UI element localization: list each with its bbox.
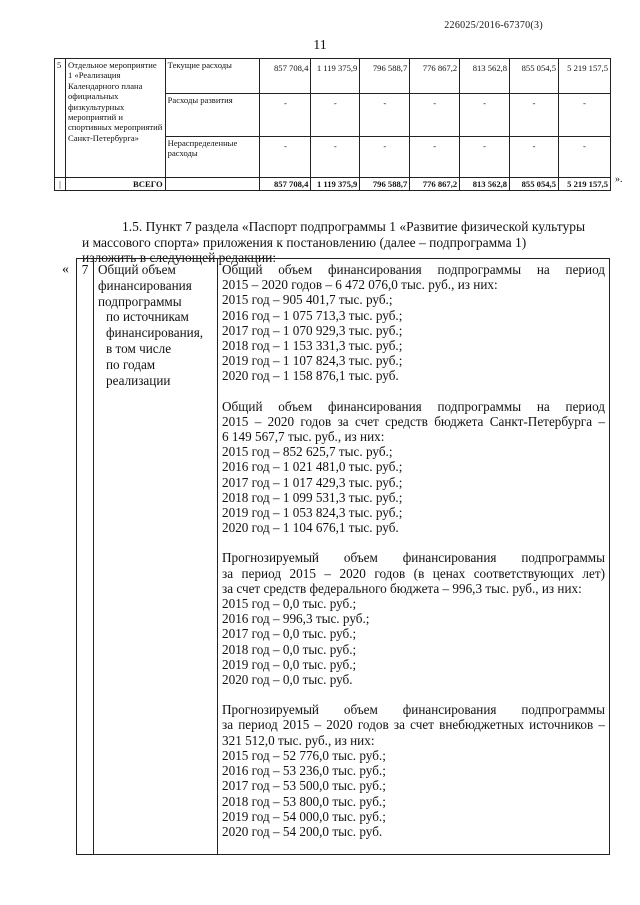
year-amount: 2018 год – 53 800,0 тыс. руб.; <box>222 793 386 809</box>
block-heading-line: 321 512,0 тыс. руб., из них: <box>222 732 375 748</box>
label-line: финансирования <box>98 277 192 293</box>
year-amount: 2016 год – 1 021 481,0 тыс. руб.; <box>222 459 403 475</box>
label-line: финансирования, <box>106 325 204 341</box>
year-amount: 2015 год – 52 776,0 тыс. руб.; <box>222 747 386 763</box>
row-number: 7 <box>77 259 94 855</box>
year-amount: 2016 год – 1 075 713,3 тыс. руб.; <box>222 307 403 323</box>
year-amount: 2020 год – 54 200,0 тыс. руб. <box>222 823 383 839</box>
paragraph-line: 1.5. Пункт 7 раздела «Паспорт подпрограммы 1 «Развитие физической культуры <box>122 219 586 234</box>
closing-mark: ». <box>615 174 623 185</box>
total-empty <box>165 178 260 191</box>
label-line: Общий объем <box>98 262 176 277</box>
block-heading-line: Общий объем финансирования подпрограммы на период <box>222 398 605 414</box>
year-amount: 2018 год – 0,0 тыс. руб.; <box>222 641 357 657</box>
year-amount: 2018 год – 1 153 331,3 тыс. руб.; <box>222 338 403 354</box>
total-value: 776 867,2 <box>410 178 460 191</box>
value-cell: - <box>360 137 410 178</box>
total-label: ВСЕГО <box>65 178 165 191</box>
financing-table <box>76 258 610 855</box>
year-amount: 2019 год – 54 000,0 тыс. руб.; <box>222 808 386 824</box>
year-amount: 2016 год – 996,3 тыс. руб.; <box>222 611 370 627</box>
year-amount: 2020 год – 0,0 тыс. руб. <box>222 672 353 688</box>
expenses-table <box>54 58 611 191</box>
block-heading-line: Общий объем финансирования подпрограммы на период <box>222 262 605 277</box>
expense-type: Расходы развития <box>165 94 260 137</box>
total-indicator: | <box>55 178 66 191</box>
value-cell: 813 562,8 <box>460 59 510 94</box>
total-row <box>55 178 611 191</box>
opening-quote: « <box>62 262 69 277</box>
financing-block <box>222 550 605 687</box>
value-cell: - <box>410 137 460 178</box>
value-cell: 1 119 375,9 <box>311 59 360 94</box>
value-cell: - <box>260 137 311 178</box>
year-amount: 2017 год – 53 500,0 тыс. руб.; <box>222 778 386 794</box>
block-heading-line: 2015 – 2020 годов – 6 472 076,0 тыс. руб., из них: <box>222 277 498 293</box>
value-cell: - <box>260 94 311 137</box>
financing-details <box>218 259 610 855</box>
expense-type: Нераспределенные расходы <box>165 137 260 178</box>
value-cell: 857 708,4 <box>260 59 311 94</box>
year-amount: 2017 год – 0,0 тыс. руб.; <box>222 626 357 642</box>
label-line: по источникам <box>106 309 189 325</box>
value-cell: 5 219 157,5 <box>558 59 610 94</box>
label-line: в том числе <box>106 340 172 356</box>
value-cell: - <box>410 94 460 137</box>
year-amount: 2016 год – 53 236,0 тыс. руб.; <box>222 763 386 779</box>
value-cell: 796 588,7 <box>360 59 410 94</box>
financing-label <box>94 259 218 855</box>
financing-block <box>222 262 605 384</box>
total-value: 1 119 375,9 <box>311 178 360 191</box>
measure-name: Отдельное мероприятие 1 «Реализация Календарного плана официальных физкультурных мероприятий и спортивных мероприятий Санкт-Петербурга» <box>65 59 165 178</box>
block-heading-line: 6 149 567,7 тыс. руб., из них: <box>222 429 385 445</box>
table-row <box>55 59 611 94</box>
year-amount: 2017 год – 1 017 429,3 тыс. руб.; <box>222 474 403 490</box>
year-amount: 2020 год – 1 158 876,1 тыс. руб. <box>222 368 399 384</box>
block-heading-line: Прогнозируемый объем финансирования подпрограммы <box>222 550 605 566</box>
total-value: 5 219 157,5 <box>558 178 610 191</box>
row-number: 5 <box>55 59 66 178</box>
financing-block <box>222 702 605 839</box>
value-cell: - <box>360 94 410 137</box>
document-number: 226025/2016-67370(3) <box>444 20 543 31</box>
year-amount: 2019 год – 1 107 824,3 тыс. руб.; <box>222 353 403 369</box>
expense-type: Текущие расходы <box>165 59 260 94</box>
total-value: 857 708,4 <box>260 178 311 191</box>
block-heading-line: Прогнозируемый объем финансирования подпрограммы <box>222 702 605 718</box>
value-cell: - <box>460 94 510 137</box>
block-heading-line: 2015 – 2020 годов за счет средств бюджета Санкт-Петербурга – <box>222 413 605 429</box>
total-value: 855 054,5 <box>510 178 559 191</box>
value-cell: - <box>510 94 559 137</box>
year-amount: 2020 год – 1 104 676,1 тыс. руб. <box>222 520 399 536</box>
paragraph-line: изложить в следующей редакции: <box>82 250 277 265</box>
value-cell: - <box>311 94 360 137</box>
label-line: подпрограммы <box>98 293 182 309</box>
total-value: 813 562,8 <box>460 178 510 191</box>
value-cell: - <box>510 137 559 178</box>
value-cell: 855 054,5 <box>510 59 559 94</box>
label-line: по годам <box>106 356 156 372</box>
financing-block <box>222 399 605 536</box>
paragraph-line: и массового спорта» приложения к постановлению (далее – подпрограмма 1) <box>82 234 527 250</box>
value-cell: 776 867,2 <box>410 59 460 94</box>
year-amount: 2019 год – 1 053 824,3 тыс. руб.; <box>222 505 403 521</box>
block-heading-line: за счет средств федерального бюджета – 996,3 тыс. руб., из них: <box>222 580 582 596</box>
value-cell: - <box>460 137 510 178</box>
year-amount: 2019 год – 0,0 тыс. руб.; <box>222 656 357 672</box>
year-amount: 2017 год – 1 070 929,3 тыс. руб.; <box>222 322 403 338</box>
total-value: 796 588,7 <box>360 178 410 191</box>
label-line: реализации <box>106 372 171 388</box>
year-amount: 2015 год – 905 401,7 тыс. руб.; <box>222 292 393 308</box>
block-heading-line: за период 2015 – 2020 годов за счет внебюджетных источников – <box>222 717 605 733</box>
value-cell: - <box>311 137 360 178</box>
year-amount: 2015 год – 0,0 тыс. руб.; <box>222 596 357 612</box>
value-cell: - <box>558 94 610 137</box>
year-amount: 2015 год – 852 625,7 тыс. руб.; <box>222 444 393 460</box>
year-amount: 2018 год – 1 099 531,3 тыс. руб.; <box>222 489 403 505</box>
value-cell: - <box>558 137 610 178</box>
page-number: 11 <box>313 38 327 53</box>
block-heading-line: за период 2015 – 2020 годов (в ценах соответствующих лет) <box>222 565 605 581</box>
